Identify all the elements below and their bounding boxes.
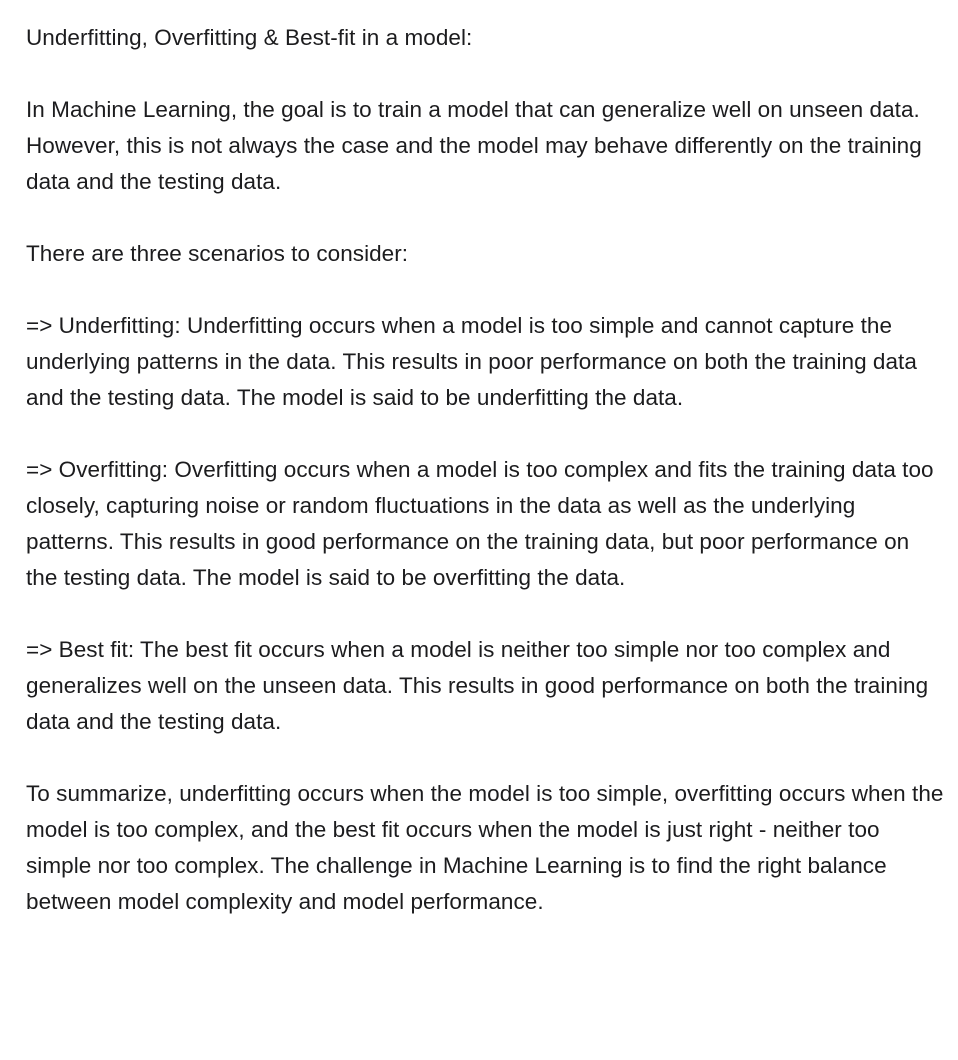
paragraph-intro: In Machine Learning, the goal is to train a model that can generalize well on unseen data. However, this is not always the case and the model may behave differently on the training data and the testing data. bbox=[26, 97, 922, 194]
document-heading: Underfitting, Overfitting & Best-fit in a model: bbox=[26, 25, 473, 50]
paragraph-best-fit: => Best fit: The best fit occurs when a model is neither too simple nor too complex and generalizes well on the unseen data. This results in good performance on both the training data and the testing data. bbox=[26, 637, 929, 734]
paragraph-scenarios: There are three scenarios to consider: bbox=[26, 241, 409, 266]
paragraph-summary: To summarize, underfitting occurs when the model is too simple, overfitting occurs when the model is too complex, and the best fit occurs when the model is just right - neither too simple nor too complex. The challenge in Machine Learning is to find the right balance between model complexity and model performance. bbox=[26, 781, 944, 914]
paragraph-underfitting: => Underfitting: Underfitting occurs when a model is too simple and cannot capture the underlying patterns in the data. This results in poor performance on both the training data and the testing data. The model is said to be underfitting the data. bbox=[26, 313, 917, 410]
paragraph-overfitting: => Overfitting: Overfitting occurs when a model is too complex and fits the training data too closely, capturing noise or random fluctuations in the data as well as the underlying patterns. This results in good performance on the training data, but poor performance on the testing data. The model is said to be overfitting the data. bbox=[26, 457, 934, 590]
